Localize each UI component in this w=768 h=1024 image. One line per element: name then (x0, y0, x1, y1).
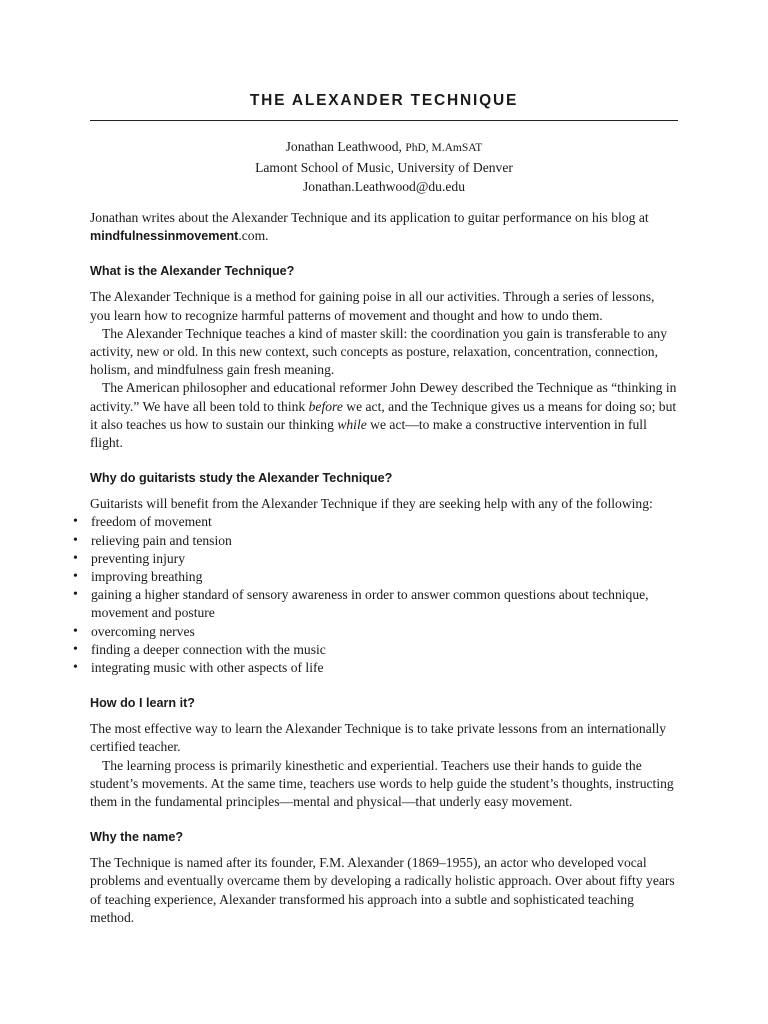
list-lead: Guitarists will benefit from the Alexander Technique if they are seeking help with any of the following: (90, 496, 653, 512)
paragraph (90, 379, 678, 452)
author-name: Jonathan Leathwood, (285, 139, 402, 154)
page-title: THE ALEXANDER TECHNIQUE (249, 92, 519, 109)
author-line (90, 137, 678, 158)
article-body (90, 209, 678, 927)
benefits-list (90, 513, 678, 677)
paragraph: The Technique is named after its founder, F.M. Alexander (1869–1955), an actor who developed vocal problems and eventually overcame them by developing a radically holistic approach. Over about fifty years of teaching experience, Alexander transformed his approach into a subtle and sophisticated teaching method. (90, 855, 675, 925)
text-run: The American philosopher and educational reformer John Dewey described the Technique as “thinking in activity.” We have all been told to think (90, 380, 677, 414)
section-heading-why-guitarists: Why do guitarists study the Alexander Technique? (90, 471, 393, 486)
list-item: • integrating music with other aspects of life (90, 659, 678, 677)
section-heading-name: Why the name? (90, 830, 184, 845)
author-affiliation: Lamont School of Music, University of Denver (255, 160, 513, 175)
blog-suffix: .com. (238, 228, 269, 244)
intro-paragraph (90, 209, 678, 245)
text-run: we act—to make a constructive intervention in full flight. (90, 416, 647, 451)
paragraph: The Alexander Technique teaches a kind of master skill: the coordination you gain is transferable to any activity, new or old. In this new context, such concepts as posture, relaxation, concentration, connection, holism, and mindfulness gain fresh meaning. (90, 325, 668, 378)
section-heading-what: What is the Alexander Technique? (90, 264, 295, 279)
emphasis-text: while (337, 416, 367, 432)
paragraph: The learning process is primarily kinesthetic and experiential. Teachers use their hands to guide the student’s movements. At the same time, teachers use words to help guide the student’s thoughts, instructing them in the fundamental principles—mental and physical—that underly easy movement. (90, 757, 674, 810)
intro-text: Jonathan writes about the Alexander Technique and its application to guitar performance on his blog at (90, 210, 649, 225)
paragraph: The most effective way to learn the Alexander Technique is to take private lessons from an internationally certified teacher. (90, 721, 667, 755)
paragraph: The Alexander Technique is a method for gaining poise in all our activities. Through a series of lessons, you learn how to recognize harmful patterns of movement and thought and how to undo them. (90, 289, 655, 323)
author-credentials: PhD, M.AmSAT (405, 142, 483, 154)
emphasis-text: before (308, 398, 343, 414)
list-item: • finding a deeper connection with the music (90, 641, 678, 659)
list-item: • overcoming nerves (90, 623, 678, 641)
author-block (90, 137, 678, 196)
title-divider (90, 120, 678, 121)
list-item: • improving breathing (90, 568, 678, 586)
author-email: Jonathan.Leathwood@du.edu (302, 179, 465, 194)
blog-name: mindfulnessinmovement (90, 229, 239, 244)
section-heading-how: How do I learn it? (90, 696, 195, 711)
list-item: • gaining a higher standard of sensory awareness in order to answer common questions about technique, movement and posture (90, 586, 678, 622)
list-item: • preventing injury (90, 550, 678, 568)
list-item: • freedom of movement (90, 513, 678, 531)
list-item: • relieving pain and tension (90, 532, 678, 550)
text-run: we act, and the Technique gives us a means for doing so; but it also teaches us how to sustain our thinking (90, 398, 677, 432)
